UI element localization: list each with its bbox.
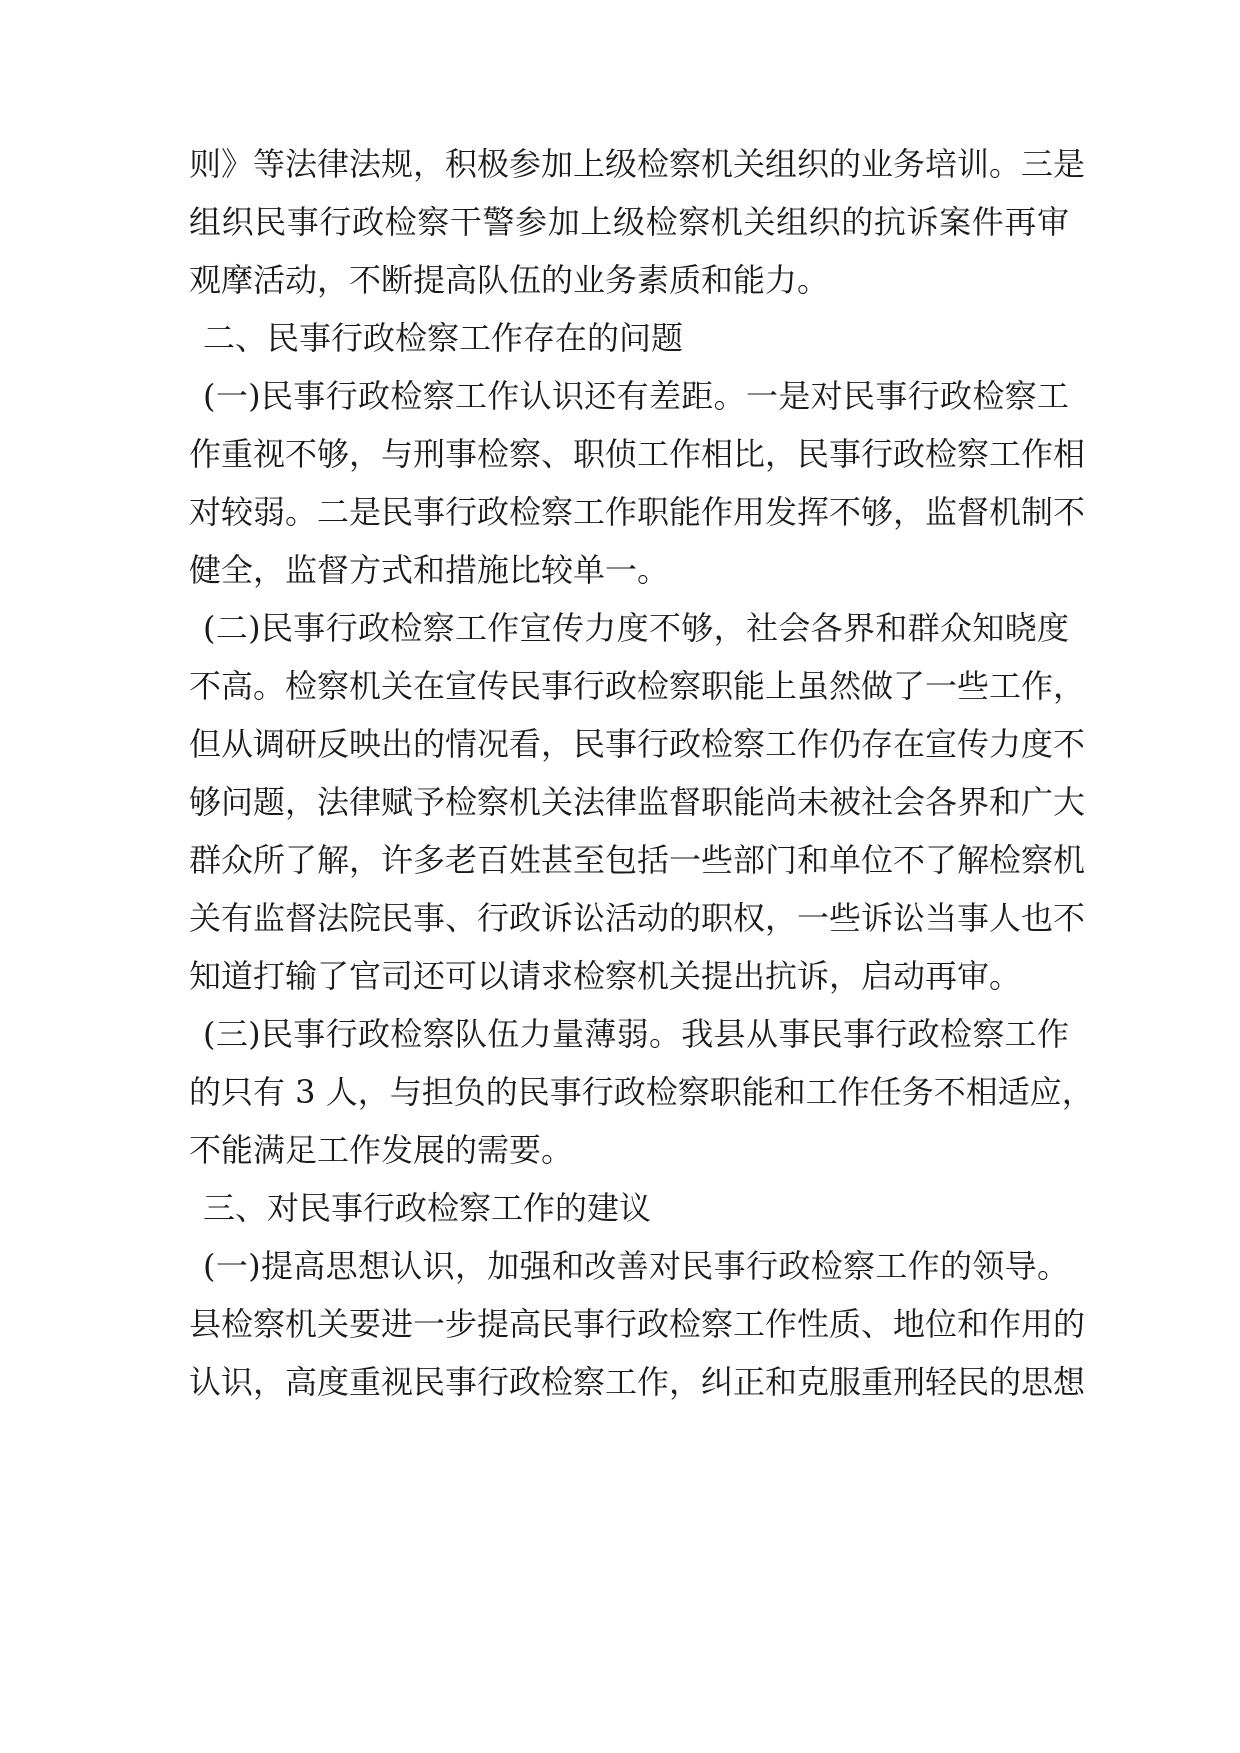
body-text-line: 不高。检察机关在宣传民事行政检察职能上虽然做了一些工作，	[189, 667, 1086, 705]
body-text-line: 县检察机关要进一步提高民事行政检察工作性质、地位和作用的	[189, 1305, 1086, 1343]
subsection-line: (三)民事行政检察队伍力量薄弱。我县从事民事行政检察工作	[203, 1015, 1069, 1053]
body-text-line: 的只有 3 人，与担负的民事行政检察职能和工作任务不相适应，	[189, 1073, 1094, 1111]
body-text-line: 则》等法律法规，积极参加上级检察机关组织的业务培训。三是	[189, 145, 1086, 183]
subsection-line: (二)民事行政检察工作宣传力度不够，社会各界和群众知晓度	[203, 609, 1069, 647]
body-text-line: 认识，高度重视民事行政检察工作，纠正和克服重刑轻民的思想	[189, 1363, 1086, 1401]
subsection-line: (一)提高思想认识，加强和改善对民事行政检察工作的领导。	[203, 1247, 1069, 1285]
body-text-line: 组织民事行政检察干警参加上级检察机关组织的抗诉案件再审	[189, 203, 1069, 241]
body-text-line: 但从调研反映出的情况看，民事行政检察工作仍存在宣传力度不	[189, 725, 1086, 763]
section-heading: 二、民事行政检察工作存在的问题	[203, 319, 684, 357]
section-heading: 三、对民事行政检察工作的建议	[203, 1189, 652, 1227]
body-text-line: 作重视不够，与刑事检察、职侦工作相比，民事行政检察工作相	[189, 435, 1086, 473]
body-text-line: 不能满足工作发展的需要。	[189, 1131, 574, 1169]
body-text-line: 知道打输了官司还可以请求检察机关提出抗诉，启动再审。	[189, 957, 1022, 995]
body-text-line: 观摩活动，不断提高队伍的业务素质和能力。	[189, 261, 830, 299]
body-text-line: 够问题，法律赋予检察机关法律监督职能尚未被社会各界和广大	[189, 783, 1086, 821]
body-text-line: 健全，监督方式和措施比较单一。	[189, 551, 670, 589]
subsection-line: (一)民事行政检察工作认识还有差距。一是对民事行政检察工	[203, 377, 1069, 415]
body-text-line: 对较弱。二是民事行政检察工作职能作用发挥不够，监督机制不	[189, 493, 1086, 531]
body-text-line: 关有监督法院民事、行政诉讼活动的职权，一些诉讼当事人也不	[189, 899, 1086, 937]
body-text-line: 群众所了解，许多老百姓甚至包括一些部门和单位不了解检察机	[189, 841, 1086, 879]
